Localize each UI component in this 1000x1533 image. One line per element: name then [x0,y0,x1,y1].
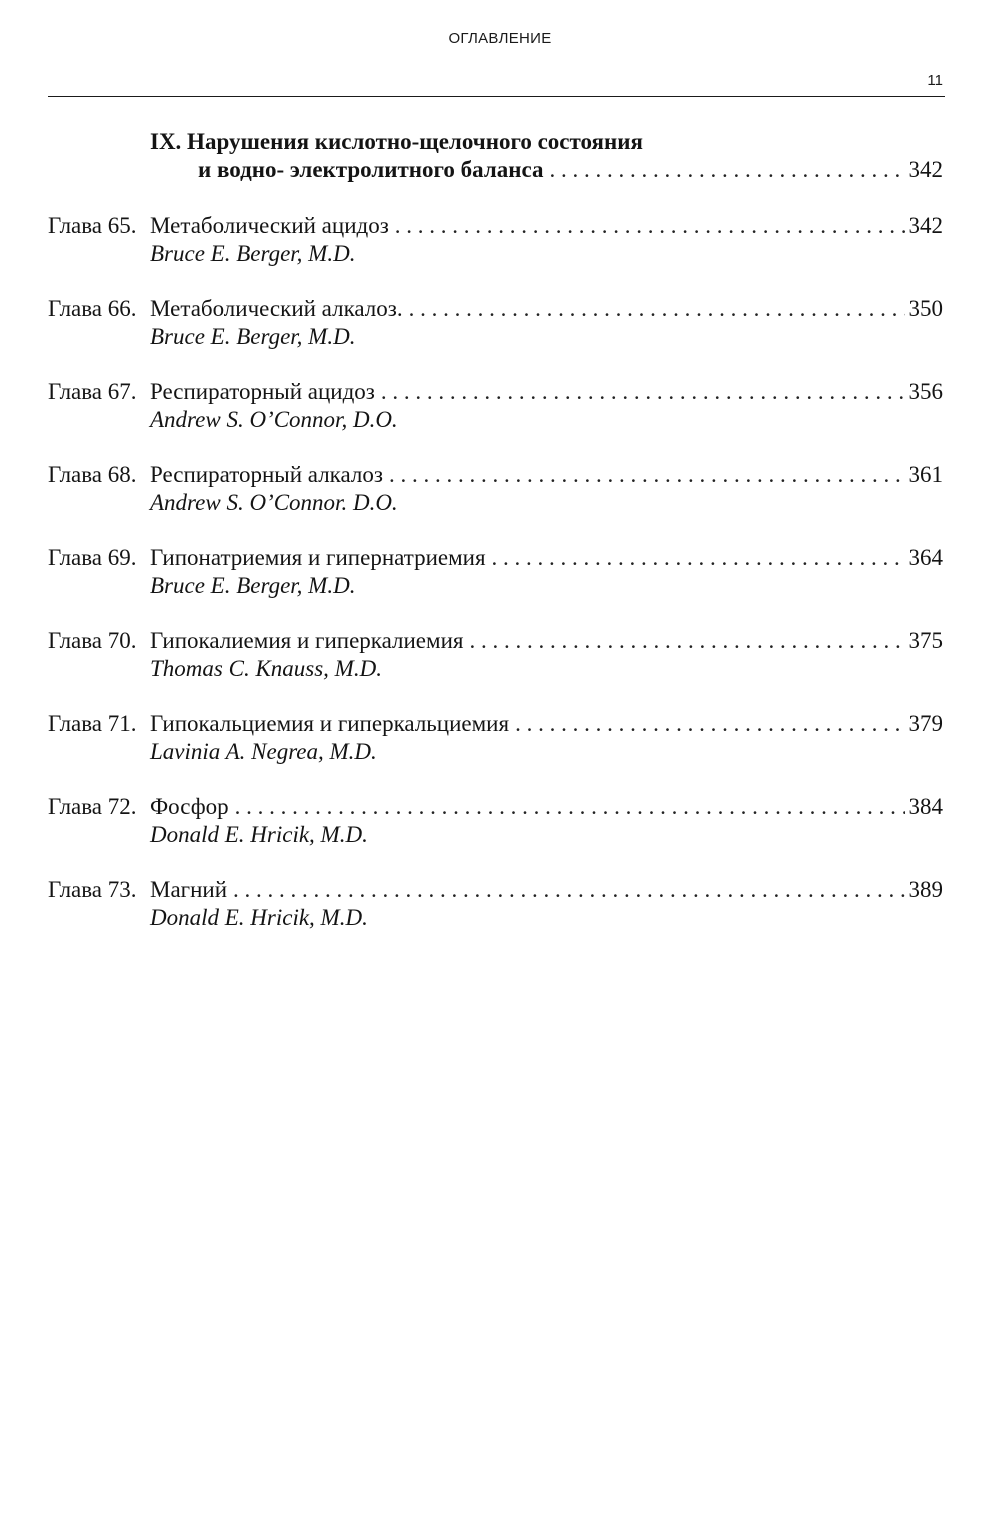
chapter-page-number: 389 [908,877,943,902]
toc-entry [48,544,943,600]
toc-entry [48,461,943,517]
chapter-page-number: 361 [908,462,943,487]
chapter-author: Donald E. Hricik, M.D. [150,822,368,847]
toc-entry [48,793,943,849]
chapter-author: Lavinia A. Negrea, M.D. [150,739,377,764]
toc-entry [48,378,943,434]
toc-entry [48,876,943,932]
chapter-title: Метаболический алкалоз. [150,296,403,321]
part-title-line1: IX. Нарушения кислотно-щелочного состояния [150,129,643,154]
chapter-title: Гипонатриемия и гипернатриемия [150,545,486,570]
chapter-author: Andrew S. O’Connor. D.O. [150,490,398,515]
header-rule [48,96,945,97]
chapter-page-number: 375 [908,628,943,653]
dot-leader [389,461,905,489]
toc-entry [48,710,943,766]
part-heading [150,128,943,184]
chapter-title: Гипокалиемия и гиперкалиемия [150,628,464,653]
dot-leader [469,627,904,655]
toc-entry [48,627,943,683]
chapter-author: Bruce E. Berger, M.D. [150,324,356,349]
chapter-page-number: 350 [908,296,943,321]
part-title-line2-row [150,156,943,184]
chapter-page-number: 379 [908,711,943,736]
dot-leader [233,876,904,904]
chapter-author: Bruce E. Berger, M.D. [150,241,356,266]
dot-leader [235,793,905,821]
dot-leader [409,295,905,323]
chapter-page-number: 342 [908,213,943,238]
chapter-label: Глава 71. [48,711,137,736]
chapter-title: Магний [150,877,228,902]
chapter-page-number: 384 [908,794,943,819]
chapter-author: Thomas C. Knauss, M.D. [150,656,382,681]
chapter-label: Глава 69. [48,545,137,570]
chapter-author: Andrew S. O’Connor, D.O. [150,407,398,432]
chapter-label: Глава 72. [48,794,137,819]
chapter-title: Фосфор [150,794,229,819]
chapter-label: Глава 70. [48,628,137,653]
toc-entry [48,295,943,351]
part-title-line2: и водно- электролитного баланса [198,157,544,182]
chapter-author: Donald E. Hricik, M.D. [150,905,368,930]
chapter-title: Метаболический ацидоз [150,213,389,238]
chapter-label: Глава 66. [48,296,137,321]
chapter-page-number: 356 [908,379,943,404]
dot-leader [492,544,905,572]
chapter-label: Глава 73. [48,877,137,902]
chapter-author: Bruce E. Berger, M.D. [150,573,356,598]
chapter-page-number: 364 [908,545,943,570]
part-page-number: 342 [908,157,943,182]
chapter-label: Глава 67. [48,379,137,404]
chapter-label: Глава 65. [48,213,137,238]
dot-leader [381,378,905,406]
toc-entry [48,212,943,268]
dot-leader [395,212,905,240]
chapter-label: Глава 68. [48,462,137,487]
page-number: 11 [927,72,943,89]
running-head: ОГЛАВЛЕНИЕ [448,30,552,47]
dot-leader [550,156,905,184]
chapter-title: Респираторный алкалоз [150,462,383,487]
dot-leader [515,710,904,738]
chapter-title: Респираторный ацидоз [150,379,375,404]
chapter-title: Гипокальциемия и гиперкальциемия [150,711,510,736]
